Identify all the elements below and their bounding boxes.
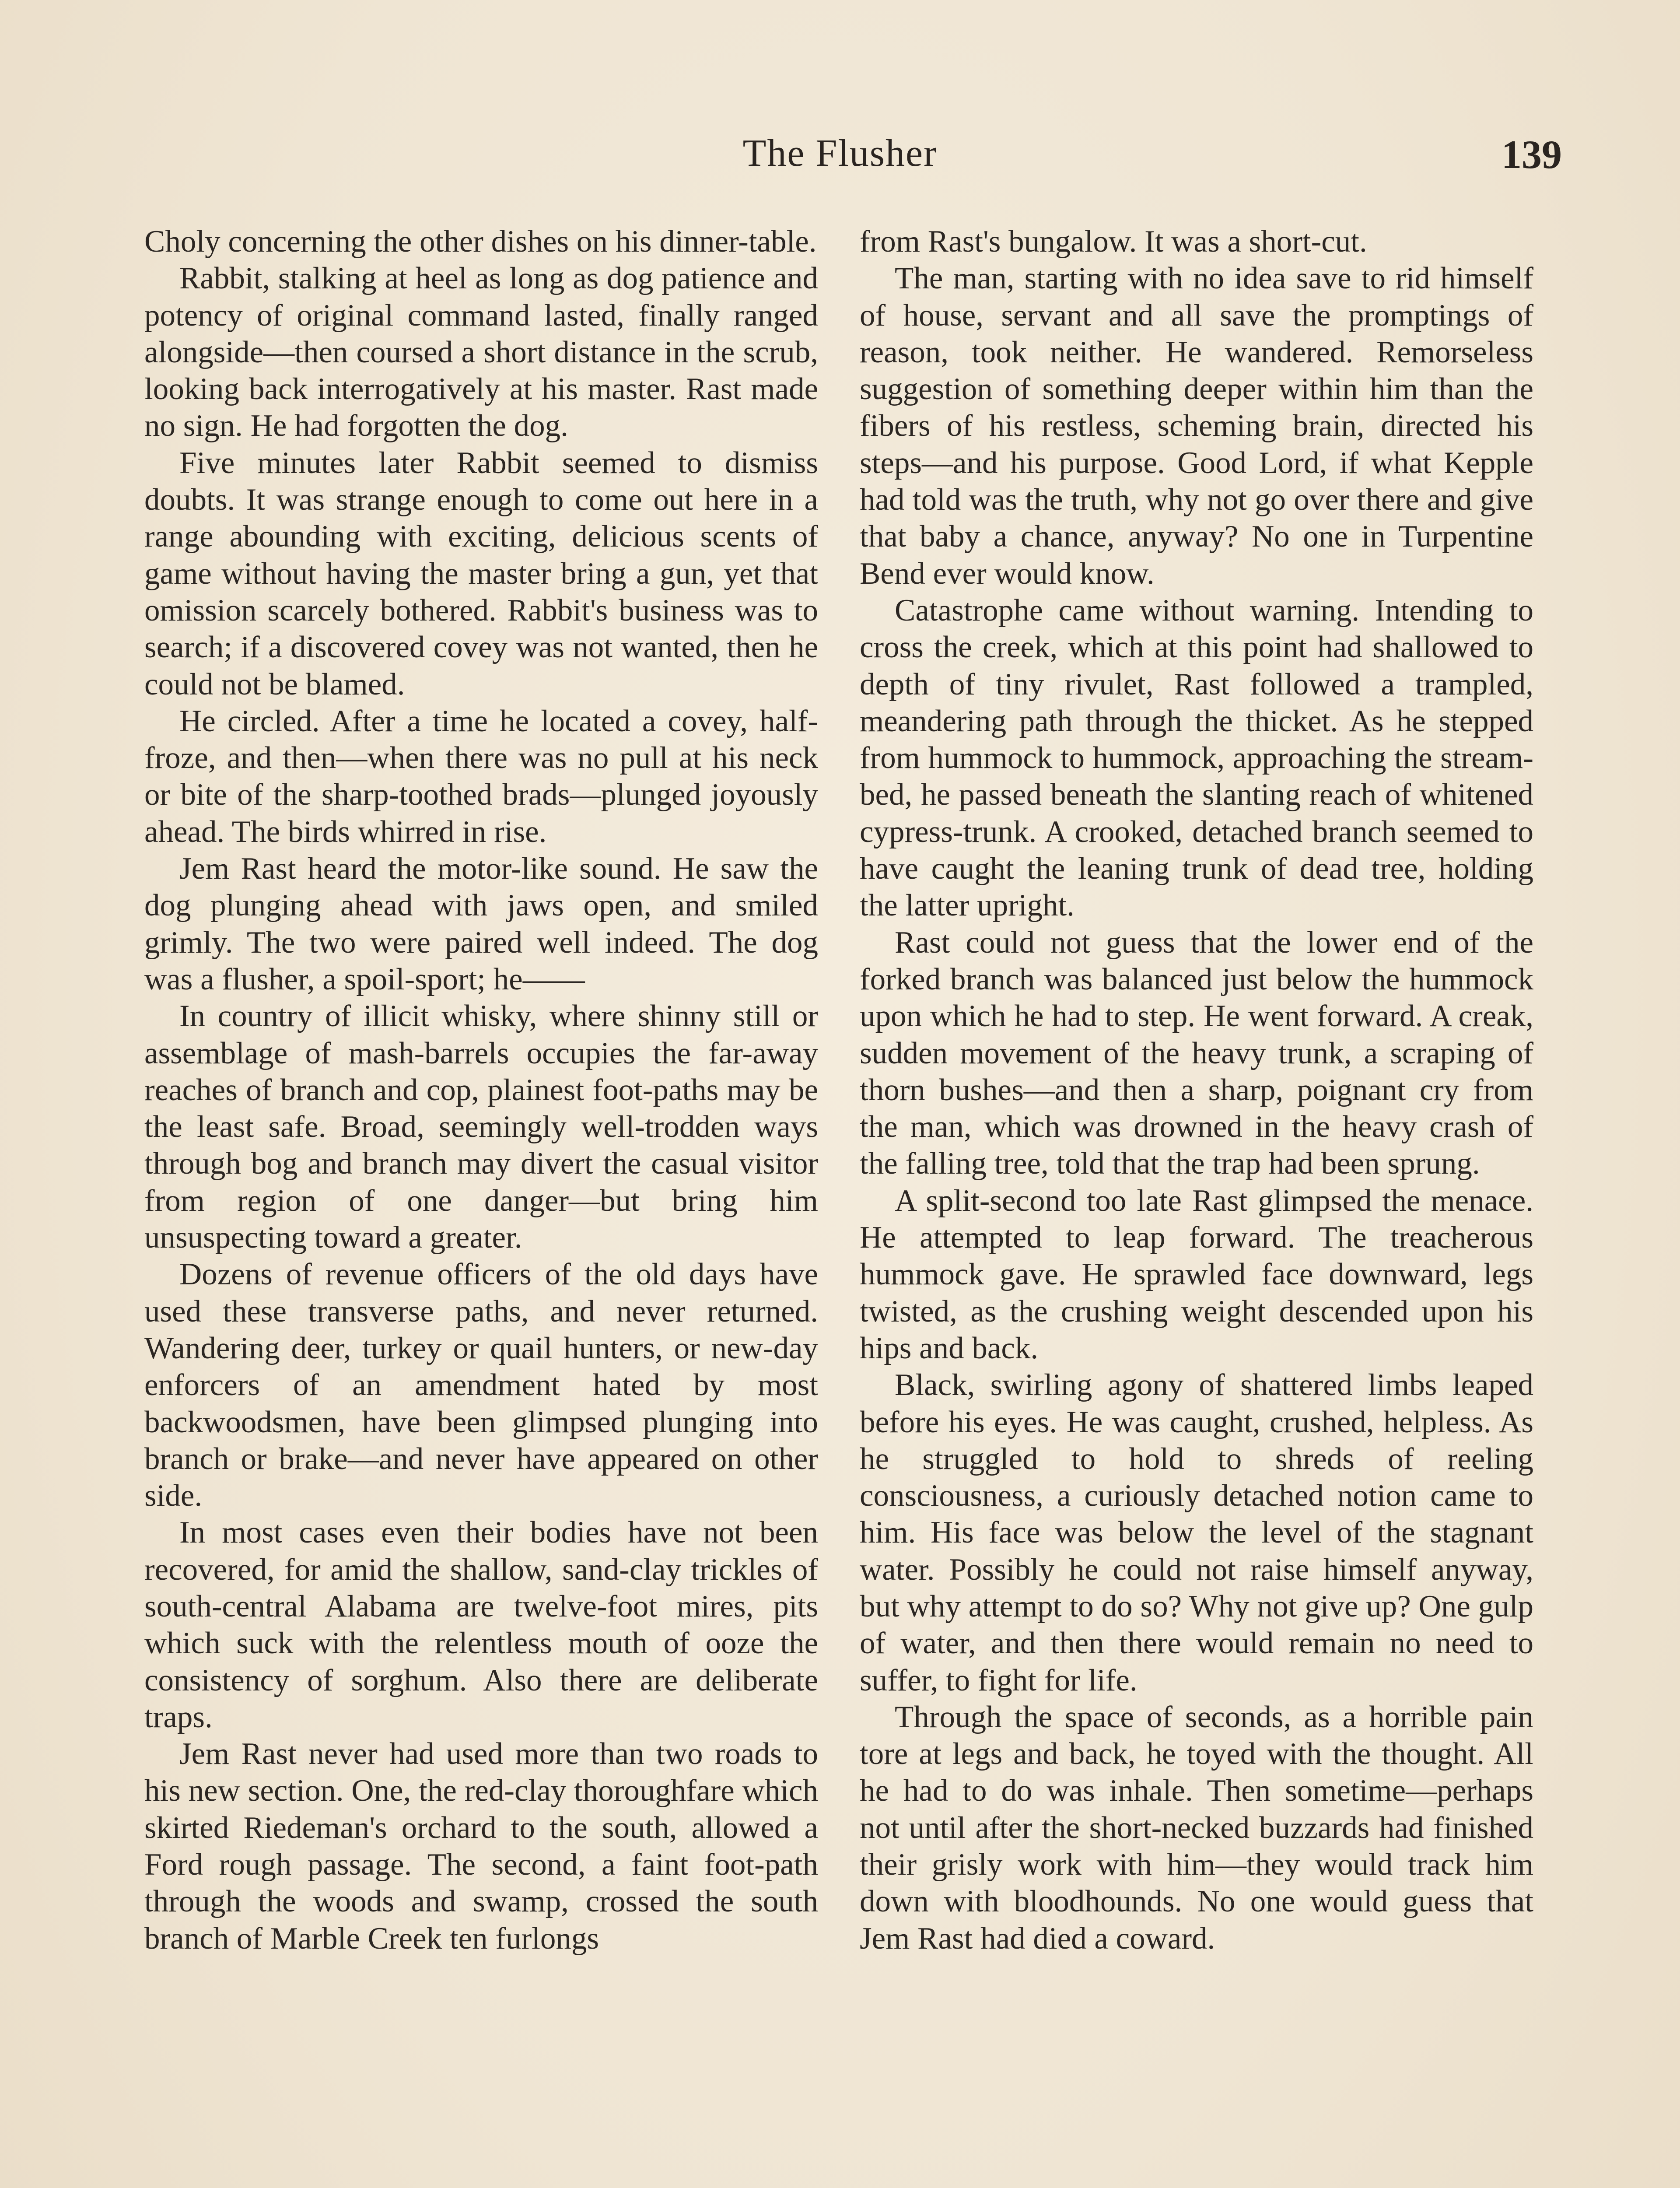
paragraph: Through the space of seconds, as a horrible pain tore at legs and back, he toyed with the thought. All he had to do was inhale. Then sometime—perhaps not until after the short-necked buzzards had finished their grisly work with him—they would track him down with bloodhounds. No one would guess that Jem Rast had died a coward.	[860, 1700, 1533, 1956]
paragraph: Rast could not guess that the lower end of the forked branch was balanced just below the hummock upon which he had to step. He went forward. A creak, sudden movement of the heavy trunk, a scraping of thorn bushes—and then a sharp, poignant cry from the man, which was drowned in the heavy crash of the falling tree, told that the trap had been sprung.	[860, 925, 1533, 1181]
paragraph: Jem Rast heard the motor-like sound. He saw the dog plunging ahead with jaws open, and smiled grimly. The two were paired well indeed. The dog was a flusher, a spoil-sport; he——	[144, 852, 818, 996]
left-column	[144, 223, 818, 1957]
right-column	[860, 223, 1533, 1957]
paragraph: from Rast's bungalow. It was a short-cut.	[860, 224, 1367, 259]
paragraph: A split-second too late Rast glimpsed the menace. He attempted to leap forward. The treacherous hummock gave. He sprawled face downward, legs twisted, as the crushing weight descended upon his hips and back.	[860, 1183, 1533, 1365]
paragraph: Five minutes later Rabbit seemed to dismiss doubts. It was strange enough to come out here in a range abounding with exciting, delicious scents of game without having the master bring a gun, yet that omission scarcely bothered. Rabbit's business was to search; if a discovered covey was not wanted, then he could not be blamed.	[144, 445, 818, 701]
paragraph: Rabbit, stalking at heel as long as dog patience and potency of original command lasted, finally ranged alongside—then coursed a short distance in the scrub, looking back interrogatively at his master. Rast made no sign. He had forgotten the dog.	[144, 261, 818, 443]
paragraph: In most cases even their bodies have not been recovered, for amid the shallow, sand-clay trickles of south-central Alabama are twelve-foot mires, pits which suck with the relentless mouth of ooze the consistency of sorghum. Also there are deliberate traps.	[144, 1515, 818, 1734]
page-number: 139	[1502, 132, 1562, 177]
paragraph: He circled. After a time he located a covey, half-froze, and then—when there was no pull at his neck or bite of the sharp-toothed brads—plunged joyously ahead. The birds whirred in rise.	[144, 704, 818, 849]
paragraph: Catastrophe came without warning. Intending to cross the creek, which at this point had shallowed to depth of tiny rivulet, Rast followed a trampled, meandering path through the thicket. As he stepped from hummock to hummock, approaching the stream-bed, he passed beneath the slanting reach of whitened cypress-trunk. A crooked, detached branch seemed to have caught the leaning trunk of dead tree, holding the latter upright.	[860, 593, 1533, 923]
running-head	[0, 131, 1680, 184]
paragraph: In country of illicit whisky, where shinny still or assemblage of mash-barrels occupies the far-away reaches of branch and cop, plainest foot-paths may be the least safe. Broad, seemingly well-trodden ways through bog and branch may divert the casual visitor from region of one danger—but bring him unsuspecting toward a greater.	[144, 999, 818, 1255]
paragraph: Black, swirling agony of shattered limbs leaped before his eyes. He was caught, crushed, helpless. As he struggled to hold to shreds of reeling consciousness, a curiously detached notion came to him. His face was below the level of the stagnant water. Possibly he could not raise himself anyway, but why attempt to do so? Why not give up? One gulp of water, and then there would remain no need to suffer, to fight for life.	[860, 1368, 1533, 1697]
running-title: The Flusher	[742, 132, 938, 175]
paragraph: The man, starting with no idea save to rid himself of house, servant and all save the promptings of reason, took neither. He wandered. Remorseless suggestion of something deeper within him than the fibers of his restless, scheming brain, directed his steps—and his purpose. Good Lord, if what Kepple had told was the truth, why not go over there and give that baby a chance, anyway? No one in Turpentine Bend ever would know.	[860, 261, 1533, 591]
paragraph: Jem Rast never had used more than two roads to his new section. One, the red-clay thoroughfare which skirted Riedeman's orchard to the south, allowed a Ford rough passage. The second, a faint foot-path through the woods and swamp, crossed the south branch of Marble Creek ten furlongs	[144, 1737, 818, 1956]
paragraph: Choly concerning the other dishes on his dinner-table.	[144, 224, 817, 259]
paragraph: Dozens of revenue officers of the old days have used these transverse paths, and never returned. Wandering deer, turkey or quail hunters, or new-day enforcers of an amendment hated by most backwoodsmen, have been glimpsed plunging into branch or brake—and never have appeared on other side.	[144, 1257, 818, 1513]
